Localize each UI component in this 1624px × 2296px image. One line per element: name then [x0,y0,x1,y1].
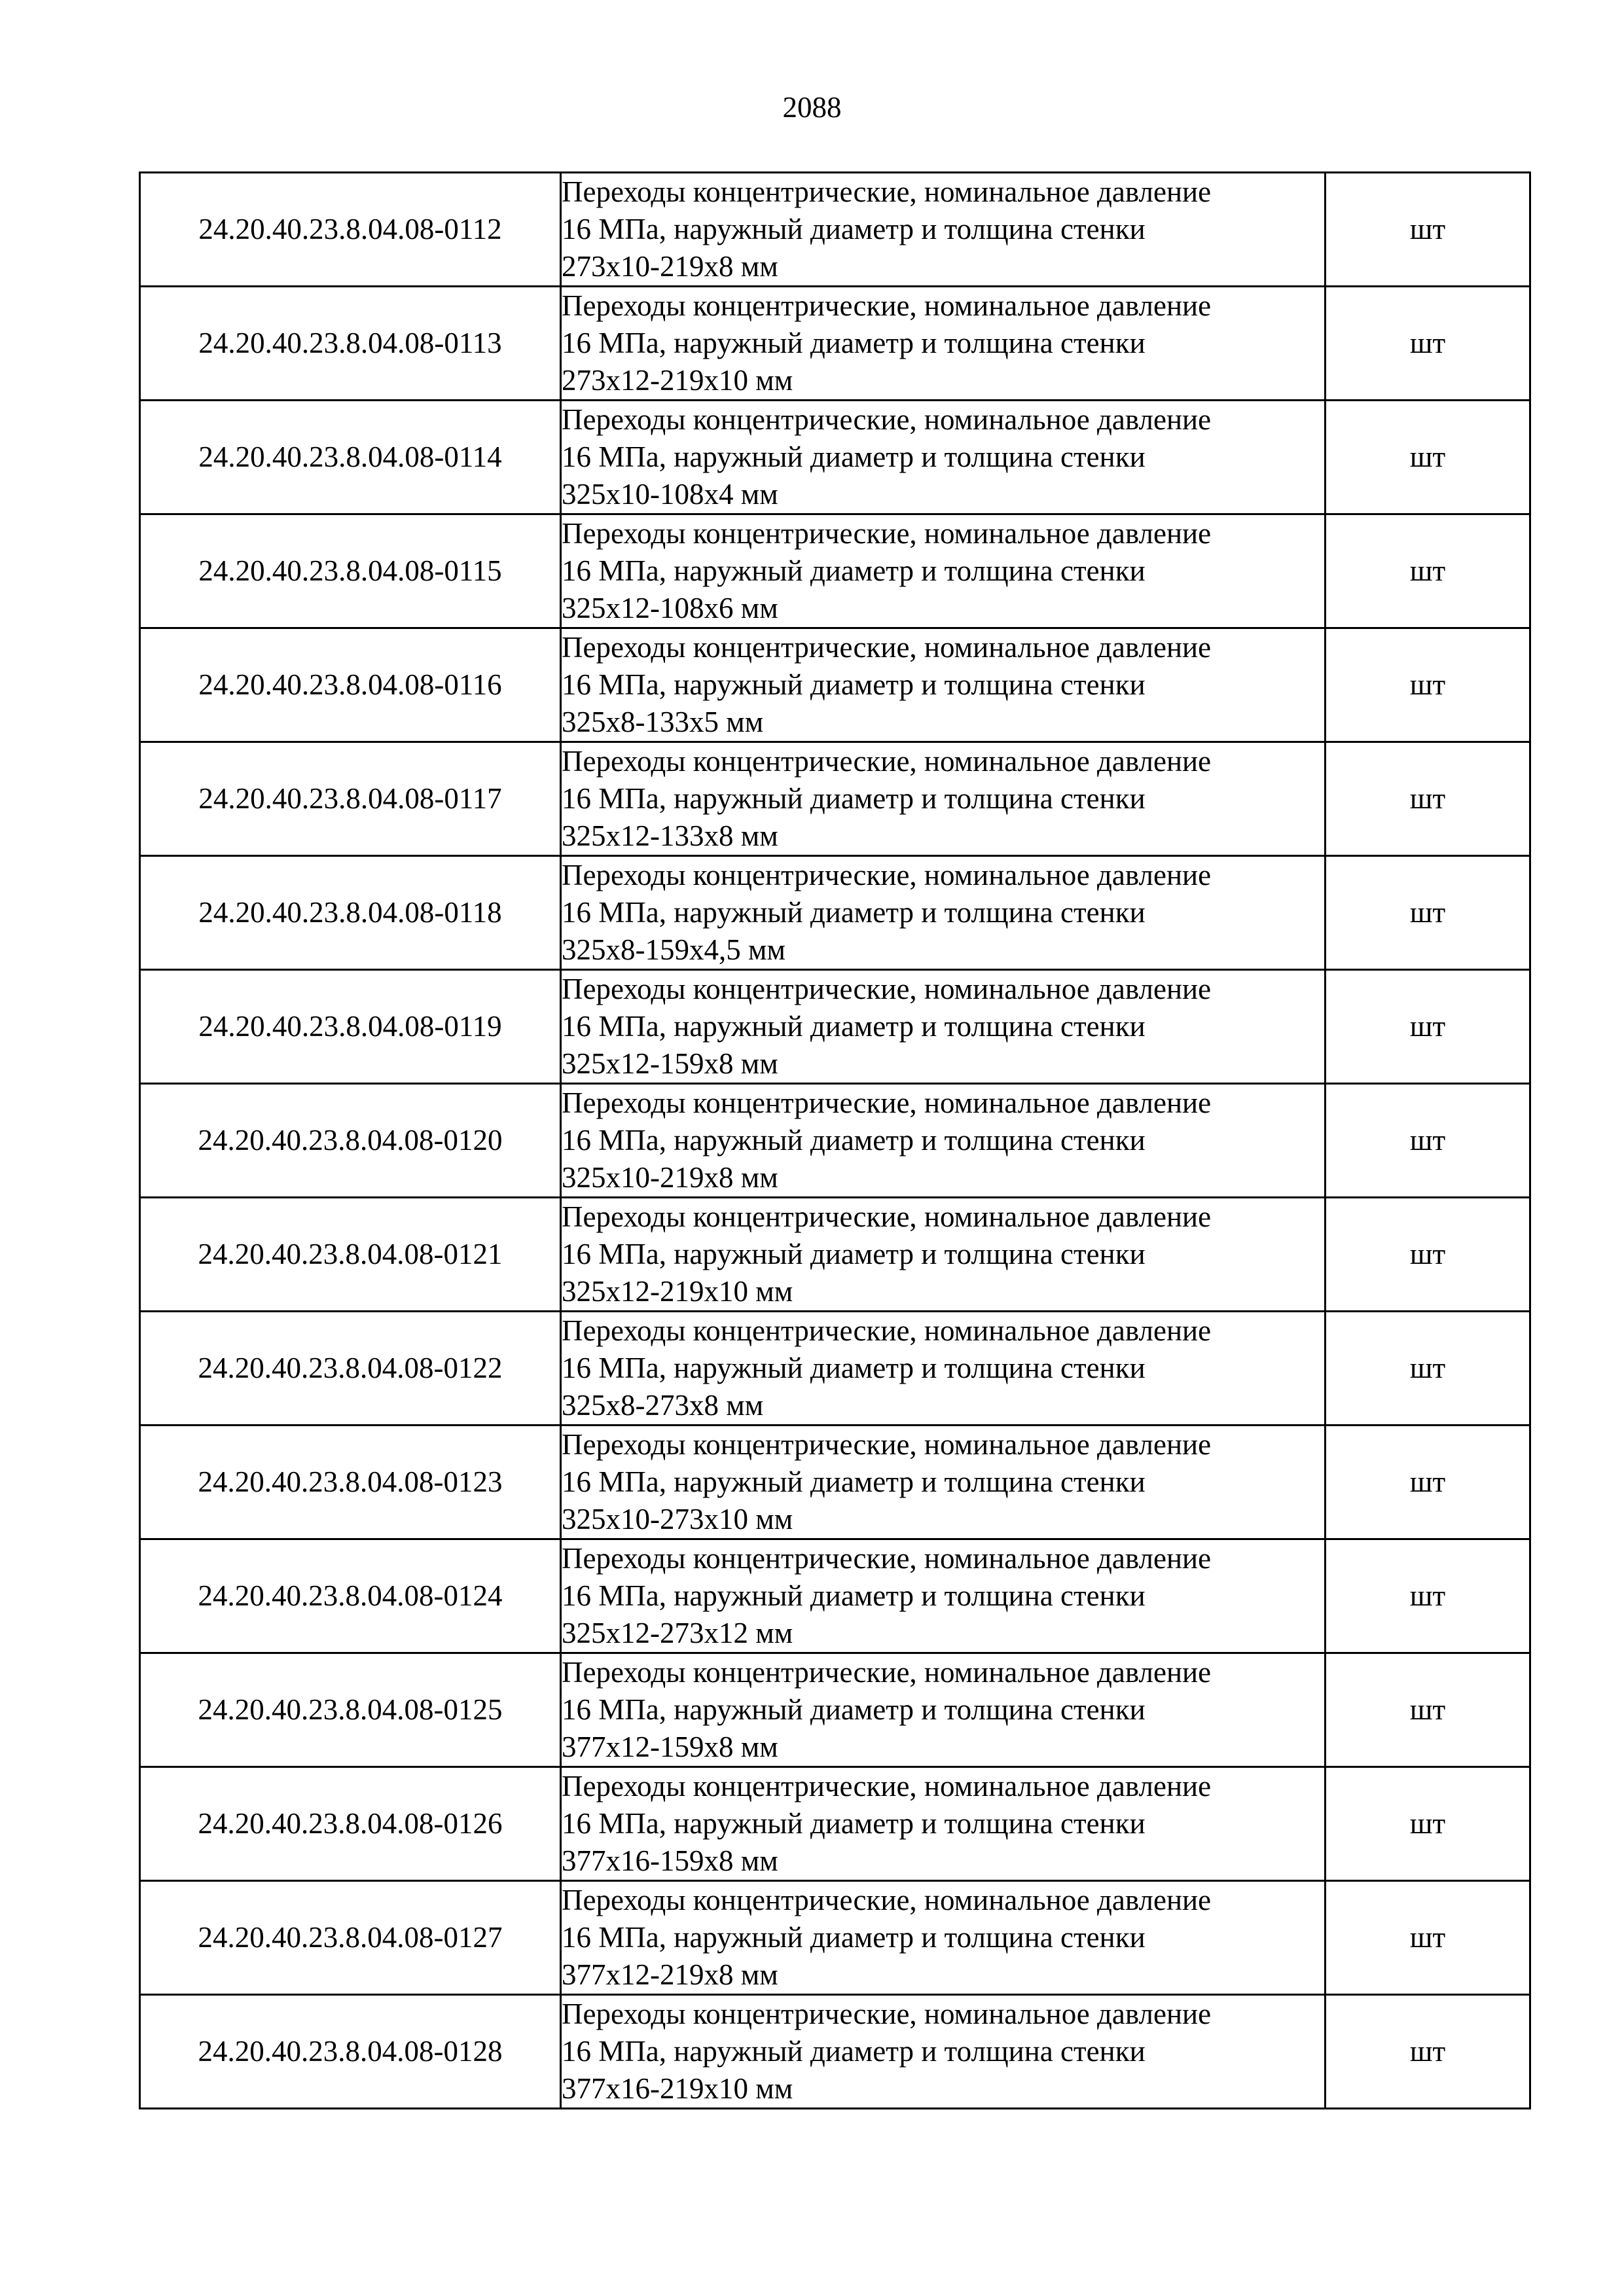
item-description-line: Переходы концентрические, номинальное давление [562,175,1212,208]
item-description-line: Переходы концентрические, номинальное давление [562,1998,1212,2030]
item-description-line: 377х16-159х8 мм [562,1844,778,1877]
item-unit-cell: шт [1326,1312,1530,1426]
item-unit-cell: шт [1326,1426,1530,1539]
table-row [140,1198,1530,1312]
item-description-line: 16 МПа, наружный диаметр и толщина стенки [562,1352,1146,1384]
item-unit-cell: шт [1326,1767,1530,1881]
item-code-cell: 24.20.40.23.8.04.08-0113 [140,287,561,401]
item-description-line: Переходы концентрические, номинальное давление [562,745,1212,778]
page-number: 2088 [782,91,842,124]
item-description-line: Переходы концентрические, номинальное давление [562,631,1212,664]
table-row [140,1653,1530,1767]
table-row [140,970,1530,1084]
table-row [140,742,1530,856]
item-description-cell [561,742,1326,856]
item-description-cell [561,1995,1326,2109]
item-description-cell [561,287,1326,401]
item-code-cell: 24.20.40.23.8.04.08-0127 [140,1881,561,1995]
item-unit-cell: шт [1326,401,1530,514]
catalog-table [139,171,1531,2109]
item-code-cell: 24.20.40.23.8.04.08-0114 [140,401,561,514]
item-description-line: 325х12-219х10 мм [562,1275,793,1308]
item-description-line: 16 МПа, наружный диаметр и толщина стенки [562,1921,1146,1954]
item-code-cell: 24.20.40.23.8.04.08-0125 [140,1653,561,1767]
item-description-line: Переходы концентрические, номинальное давление [562,973,1212,1005]
table-row [140,1312,1530,1426]
table-row [140,514,1530,628]
item-description-line: 16 МПа, наружный диаметр и толщина стенки [562,782,1146,815]
item-description-cell [561,856,1326,970]
item-code-cell: 24.20.40.23.8.04.08-0115 [140,514,561,628]
item-unit-cell: шт [1326,628,1530,742]
item-description-line: 16 МПа, наружный диаметр и толщина стенки [562,668,1146,701]
item-description-line: 16 МПа, наружный диаметр и толщина стенки [562,1238,1146,1270]
item-description-cell [561,1881,1326,1995]
item-description-line: 16 МПа, наружный диаметр и толщина стенки [562,1010,1146,1043]
item-description-line: 325х8-273х8 мм [562,1389,764,1422]
item-code-cell: 24.20.40.23.8.04.08-0120 [140,1084,561,1198]
table-row [140,1084,1530,1198]
item-unit-cell: шт [1326,1539,1530,1653]
table-row [140,401,1530,514]
item-description-line: 325х12-108х6 мм [562,592,778,624]
item-description-line: 325х10-108х4 мм [562,478,778,511]
item-code-cell: 24.20.40.23.8.04.08-0112 [140,173,561,287]
item-description-line: 325х12-133х8 мм [562,819,778,852]
item-description-line: Переходы концентрические, номинальное давление [562,1086,1212,1119]
item-description-line: 16 МПа, наружный диаметр и толщина стенки [562,1465,1146,1498]
item-description-cell [561,514,1326,628]
item-code-cell: 24.20.40.23.8.04.08-0121 [140,1198,561,1312]
item-description-cell [561,1198,1326,1312]
item-description-line: 16 МПа, наружный диаметр и толщина стенки [562,1124,1146,1157]
item-unit-cell: шт [1326,742,1530,856]
item-description-line: 325х12-273х12 мм [562,1617,793,1649]
item-code-cell: 24.20.40.23.8.04.08-0126 [140,1767,561,1881]
item-description-line: 16 МПа, наружный диаметр и толщина стенки [562,213,1146,245]
item-code-cell: 24.20.40.23.8.04.08-0116 [140,628,561,742]
item-unit-cell: шт [1326,970,1530,1084]
table-row [140,1881,1530,1995]
item-description-line: Переходы концентрические, номинальное давление [562,1428,1212,1461]
item-description-line: 325х8-159х4,5 мм [562,933,785,966]
item-description-line: 377х16-219х10 мм [562,2072,793,2105]
item-description-line: 16 МПа, наружный диаметр и толщина стенки [562,1807,1146,1840]
item-description-cell [561,628,1326,742]
item-description-cell [561,1539,1326,1653]
table-row [140,1426,1530,1539]
item-description-cell [561,1767,1326,1881]
item-code-cell: 24.20.40.23.8.04.08-0124 [140,1539,561,1653]
catalog-table-body [140,173,1530,2109]
item-description-line: Переходы концентрические, номинальное давление [562,1314,1212,1347]
item-description-line: Переходы концентрические, номинальное давление [562,1200,1212,1233]
item-unit-cell: шт [1326,173,1530,287]
item-description-line: 325х12-159х8 мм [562,1047,778,1080]
table-row [140,1539,1530,1653]
item-description-line: 16 МПа, наружный диаметр и толщина стенки [562,2035,1146,2068]
item-code-cell: 24.20.40.23.8.04.08-0123 [140,1426,561,1539]
item-code-cell: 24.20.40.23.8.04.08-0118 [140,856,561,970]
item-description-line: 325х10-219х8 мм [562,1161,778,1194]
item-unit-cell: шт [1326,1198,1530,1312]
item-description-line: 377х12-159х8 мм [562,1731,778,1763]
item-description-line: 325х8-133х5 мм [562,706,764,738]
item-description-line: Переходы концентрические, номинальное давление [562,289,1212,322]
item-code-cell: 24.20.40.23.8.04.08-0119 [140,970,561,1084]
item-description-line: 16 МПа, наружный диаметр и толщина стенки [562,896,1146,929]
item-description-line: 325х10-273х10 мм [562,1503,793,1535]
item-code-cell: 24.20.40.23.8.04.08-0117 [140,742,561,856]
item-description-line: 273х12-219х10 мм [562,364,793,397]
item-unit-cell: шт [1326,1881,1530,1995]
table-row [140,173,1530,287]
item-unit-cell: шт [1326,1995,1530,2109]
item-description-cell [561,970,1326,1084]
item-code-cell: 24.20.40.23.8.04.08-0128 [140,1995,561,2109]
item-description-line: Переходы концентрические, номинальное давление [562,1770,1212,1803]
item-unit-cell: шт [1326,856,1530,970]
item-description-line: 16 МПа, наружный диаметр и толщина стенки [562,1579,1146,1612]
item-description-line: Переходы концентрические, номинальное давление [562,1656,1212,1689]
item-description-cell [561,1084,1326,1198]
table-row [140,1995,1530,2109]
table-row [140,628,1530,742]
item-unit-cell: шт [1326,1653,1530,1767]
item-description-line: 16 МПа, наружный диаметр и толщина стенки [562,554,1146,587]
item-description-line: 377х12-219х8 мм [562,1958,778,1991]
item-description-line: Переходы концентрические, номинальное давление [562,517,1212,550]
item-description-cell [561,1312,1326,1426]
item-unit-cell: шт [1326,287,1530,401]
item-description-line: Переходы концентрические, номинальное давление [562,1884,1212,1916]
item-description-line: 16 МПа, наружный диаметр и толщина стенки [562,440,1146,473]
table-row [140,856,1530,970]
item-description-line: Переходы концентрические, номинальное давление [562,403,1212,436]
item-description-cell [561,1426,1326,1539]
item-description-line: Переходы концентрические, номинальное давление [562,1542,1212,1575]
item-description-line: 273х10-219х8 мм [562,250,778,283]
item-code-cell: 24.20.40.23.8.04.08-0122 [140,1312,561,1426]
item-description-line: Переходы концентрические, номинальное давление [562,859,1212,891]
item-unit-cell: шт [1326,1084,1530,1198]
table-row [140,1767,1530,1881]
item-unit-cell: шт [1326,514,1530,628]
table-row [140,287,1530,401]
item-description-cell [561,173,1326,287]
item-description-line: 16 МПа, наружный диаметр и толщина стенки [562,1693,1146,1726]
item-description-cell [561,401,1326,514]
item-description-cell [561,1653,1326,1767]
item-description-line: 16 МПа, наружный диаметр и толщина стенки [562,327,1146,359]
